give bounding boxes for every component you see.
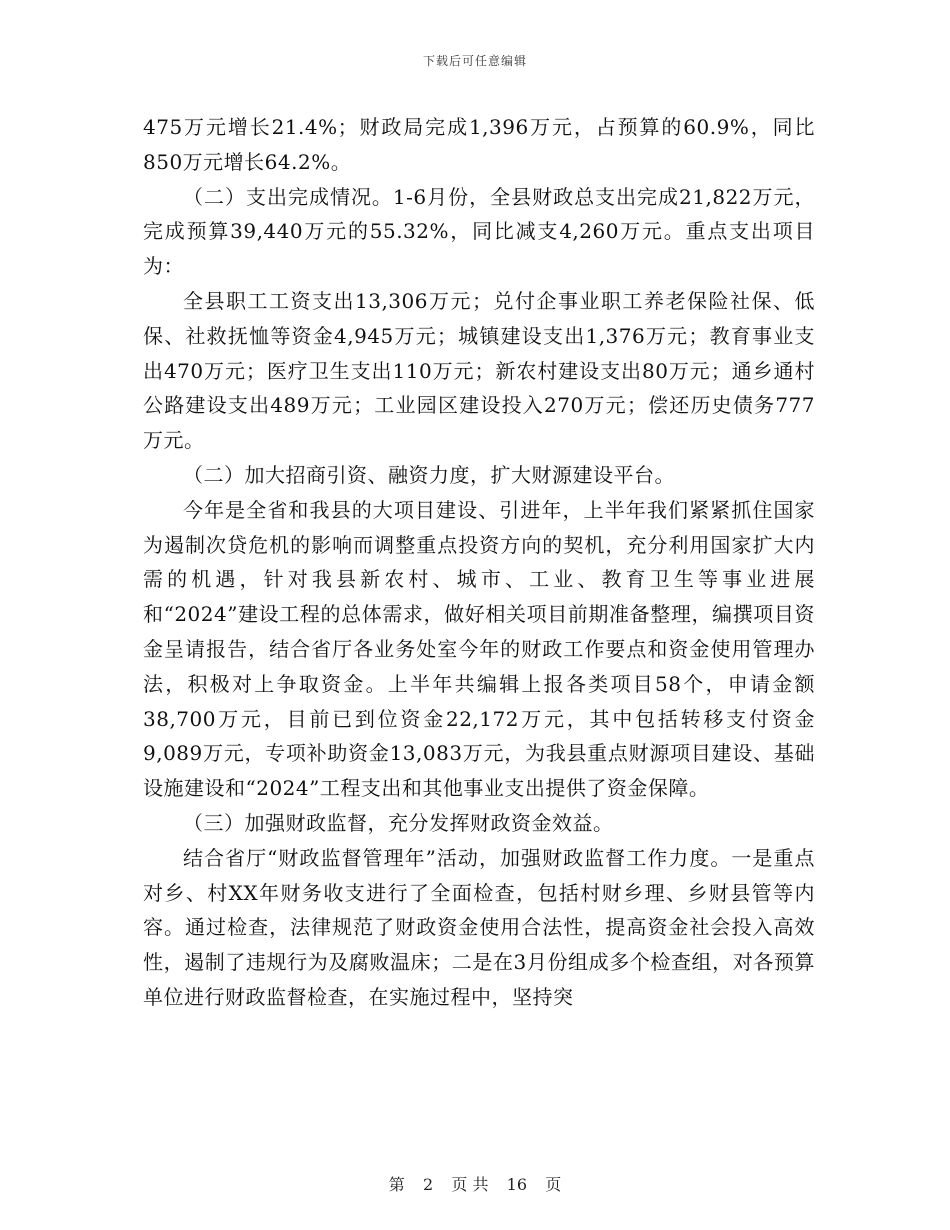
paragraph-2: （二）支出完成情况。1-6月份，全县财政总支出完成21,822万元，完成预算39,440万元的55.32%，同比减支4,260万元。重点支出项目为：: [143, 184, 815, 279]
page-footer: [0, 1172, 950, 1195]
footer-suffix: 页: [545, 1175, 562, 1194]
document-body: [143, 110, 815, 1015]
paragraph-5: 今年是全省和我县的大项目建设、引进年，上半年我们紧紧抓住国家为遏制次贷危机的影响而调整重点投资方向的契机，充分利用国家扩大内需的机遇，针对我县新农村、城市、工业、教育卫生等事业进展和“2024”建设工程的总体需求，做好相关项目前期准备整理，编撰项目资金呈请报告，结合省厅各业务处室今年的财政工作要点和资金使用管理办法，积极对上争取资金。上半年共编辑上报各类项目58个，申请金额38,700万元，目前已到位资金22,172万元，其中包括转移支付资金9,089万元，专项补助资金13,083万元，为我县重点财源项目建设、基础设施建设和“2024”工程支出和其他事业支出提供了资金保障。: [143, 497, 815, 801]
footer-mid: 页 共: [451, 1175, 489, 1194]
paragraph-7: 结合省厅“财政监督管理年”活动，加强财政监督工作力度。一是重点对乡、村XX年财务收支进行了全面检查，包括村财乡理、乡财县管等内容。通过检查，法律规范了财政资金使用合法性，提高资金社会投入高效性，遏制了违规行为及腐败温床；二是在3月份组成多个检查组，对各预算单位进行财政监督检查，在实施过程中，坚持突: [143, 845, 815, 1009]
section-heading-3: （三）加强财政监督，充分发挥财政资金效益。: [183, 810, 614, 835]
footer-total-pages: 16: [506, 1175, 527, 1194]
page-header-note: 下载后可任意编辑: [422, 54, 527, 68]
footer-prefix: 第: [388, 1175, 405, 1194]
section-heading-2: （二）加大招商引资、融资力度，扩大财源建设平台。: [183, 462, 675, 487]
paragraph-1: 475万元增长21.4%；财政局完成1,396万元，占预算的60.9%，同比850万元增长64.2%。: [143, 115, 815, 174]
paragraph-3: 全县职工工资支出13,306万元；兑付企事业职工养老保险社保、低保、社救抚恤等资金4,945万元；城镇建设支出1,376万元；教育事业支出470万元；医疗卫生支出110万元；新农村建设支出80万元；通乡通村公路建设支出489万元；工业园区建设投入270万元；偿还历史债务777万元。: [143, 288, 815, 453]
footer-page-number: 2: [422, 1175, 434, 1194]
